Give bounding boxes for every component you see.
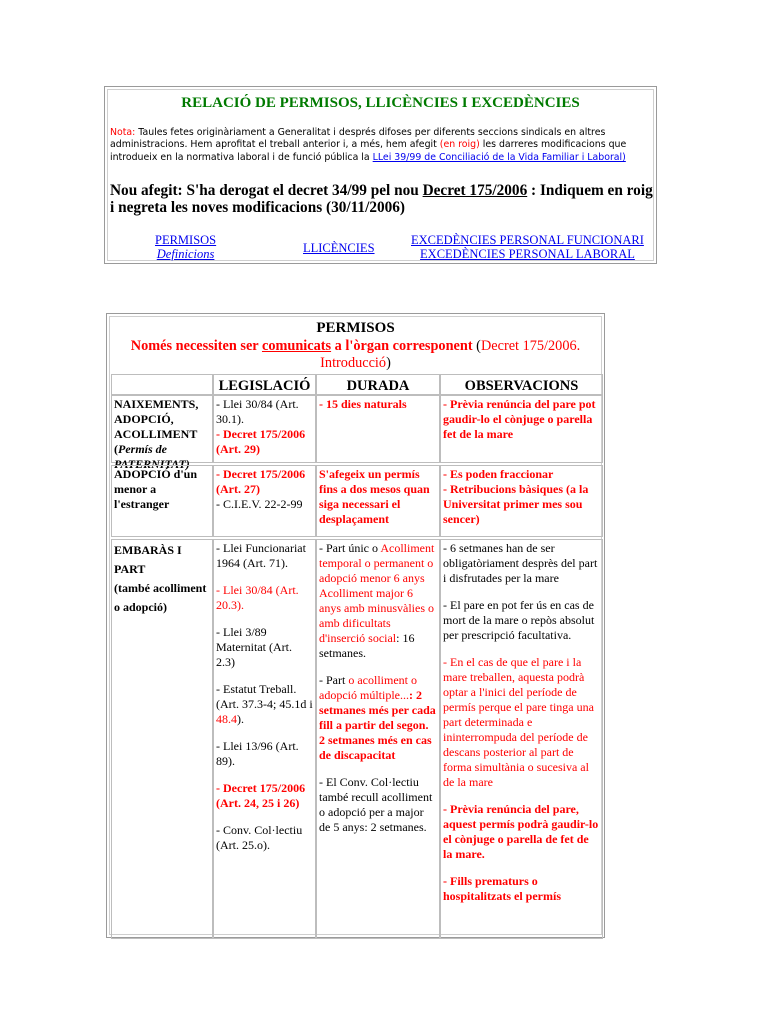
row3-obs-3: - En el cas de que el pare i la mare treballen, aquesta podrà optar a l'inici del període de permís perque el pare tinga una part determinada e ininterrompuda del període de descans posterior al part de forma simultània o sucesiva al de la mare [443,655,594,789]
row2-durada: S'afegeix un permís fins a dos mesos quan siga necessari el desplaçament [316,465,440,537]
note-text-2: les darreres modificacions que introdueix en la normativa laboral i de funció pública la [110,139,627,163]
row3-obs-2: - El pare en pot fer ús en cas de mort de la mare o repòs absolut per prescripció facultativa. [443,598,595,642]
row1-name [111,395,213,471]
header-cell-empty [111,374,213,395]
row3-dur-2a: - Part [319,673,349,687]
header-legislacio: LEGISLACIÓ [213,374,316,395]
new-addition-paragraph [110,182,655,216]
nav-exc-funcionari-link[interactable]: EXCEDÈNCIES PERSONAL FUNCIONARI [411,233,644,247]
row3-legislacio [213,539,316,939]
row2-leg-1: - Decret 175/2006 (Art. 27) [216,467,306,496]
row3-dur-2c: : 2 setmanes més per cada fill a partir del segon. 2 setmanes més en cas de discapacitat [319,688,436,762]
row3-leg-1: - Llei Funcionariat 1964 (Art. 71). [216,541,306,570]
new-addition-text-2: : Indiquem en roig i negreta les noves modificacions (30/11/2006) [110,182,653,216]
row3-obs-4: - Prèvia renúncia del pare, aquest permís podrà gaudir-lo el cònjuge o parella de fet de la mare. [443,802,599,861]
note-paragraph [110,127,650,164]
decret-intro-link[interactable]: Decret 175/2006. Introducció [320,338,581,371]
llei-39-99-link[interactable]: LLei 39/99 de Conciliació de la Vida Familiar i Laboral) [372,151,626,163]
row2-legislacio [213,465,316,537]
row1-leg-2: - Decret 175/2006 (Art. 29) [216,427,306,456]
row3-leg-5: - Llei 13/96 (Art. 89). [216,739,299,768]
row1-name-text: NAIXEMENTS, ADOPCIÓ, ACOLLIMENT ( [114,397,199,456]
row2-observacions [440,465,603,537]
row3-dur-1 [319,541,437,661]
row3-dur-2 [319,673,437,763]
row1-leg-1: - Llei 30/84 (Art. 30.1). [216,397,299,426]
row3-name-1: EMBARÀS I PART [114,543,182,576]
row1-name-italic: Permís de PATERNITAT) [114,442,190,471]
permisos-subtitle-text-2: a l'òrgan corresponent [331,338,473,354]
comunicats-link[interactable]: comunicats [261,338,332,354]
permisos-table-inner [109,316,602,935]
row3-leg-4a: - Estatut Treball. (Art. 37.3-4; 45.1d i [216,682,313,711]
row3-leg-3: - Llei 3/89 Maternitat (Art. 2.3) [216,625,292,669]
row2-obs-1: - Es poden fraccionar [443,467,554,481]
permisos-table [106,313,605,938]
row3-dur-1c: : 16 setmanes. [319,631,415,660]
permisos-paren-open: ( [472,338,481,354]
note-label: Nota: [110,127,136,138]
row2-obs-2: - Retribucions bàsiques (a la Universitat primer mes sou sencer) [443,482,589,526]
row3-obs-1: - 6 setmanes han de ser obligatòriament desprès del part i disfrutades per la mare [443,541,598,585]
row3-name [111,539,213,939]
permisos-subtitle-text-1: Només necessiten ser [130,338,262,354]
row3-observacions [440,539,603,939]
row3-leg-4b: 48.4 [216,712,237,726]
note-red-text: (en roig) [439,139,480,151]
permisos-paren-close: ) [386,355,391,371]
nav-permisos-link[interactable]: PERMISOS [155,233,217,247]
row3-leg-2: - Llei 30/84 (Art. 20.3). [216,583,299,612]
permisos-title: PERMISOS [316,320,395,336]
decret-175-2006-link[interactable]: Decret 175/2006 [422,182,528,199]
row2-leg-2: - C.I.E.V. 22-2-99 [216,497,303,511]
row1-legislacio [213,395,316,463]
row1-durada: - 15 dies naturals [316,395,440,463]
header-observacions: OBSERVACIONS [440,374,603,395]
row3-dur-2b: o acolliment o adopció múltiple... [319,673,417,702]
note-text-1: Taules fetes originàriament a Generalitat i després difoses per diferents seccions sindicals en altres administracions. Hem aprofitat el treball anterior i, a més, hem afegit [110,127,606,151]
row3-leg-7: - Conv. Col·lectiu (Art. 25.o). [216,823,303,852]
row3-leg-6: - Decret 175/2006 (Art. 24, 25 i 26) [216,781,306,810]
nav-excedencies-group [411,233,644,261]
row3-leg-4 [216,682,313,727]
header-panel-inner [107,89,654,261]
row3-durada [316,539,440,939]
header-panel [104,86,657,264]
permisos-subtitle [110,338,601,372]
nav-llicencies-link[interactable]: LLICÈNCIES [303,241,375,255]
new-addition-text-1: Nou afegit: S'ha derogat el decret 34/99 pel nou [110,182,423,199]
row2-name: ADOPCIÓ d'un menor a l'estranger [111,465,213,537]
row3-leg-4c: ). [237,712,244,726]
page-title: RELACIÓ DE PERMISOS, LLICÈNCIES I EXCEDÈNCIES [181,95,580,111]
header-durada: DURADA [316,374,440,395]
row3-obs-5: - Fills prematurs o hospitalitzats el permís [443,874,561,903]
row1-observacions: - Prèvia renúncia del pare pot gaudir-lo el cònjuge o parella fet de la mare [440,395,603,463]
nav-definicions-link[interactable]: Definicions [156,247,215,261]
row3-dur-3: - El Conv. Col·lectiu també recull acolliment o adopció per a major de 5 anys: 2 setmanes. [319,775,433,834]
row3-dur-1a: - Part únic o [319,541,381,555]
row3-dur-1b: Acolliment temporal o permanent o adopció menor 6 anys Acolliment major 6 anys amb minusvàlies o amb dificultats d'inserció social [319,541,435,645]
row3-name-2: (també acolliment o adopció) [114,581,207,614]
nav-permisos-group [155,233,216,261]
nav-exc-laboral-link[interactable]: EXCEDÈNCIES PERSONAL LABORAL [420,247,635,261]
